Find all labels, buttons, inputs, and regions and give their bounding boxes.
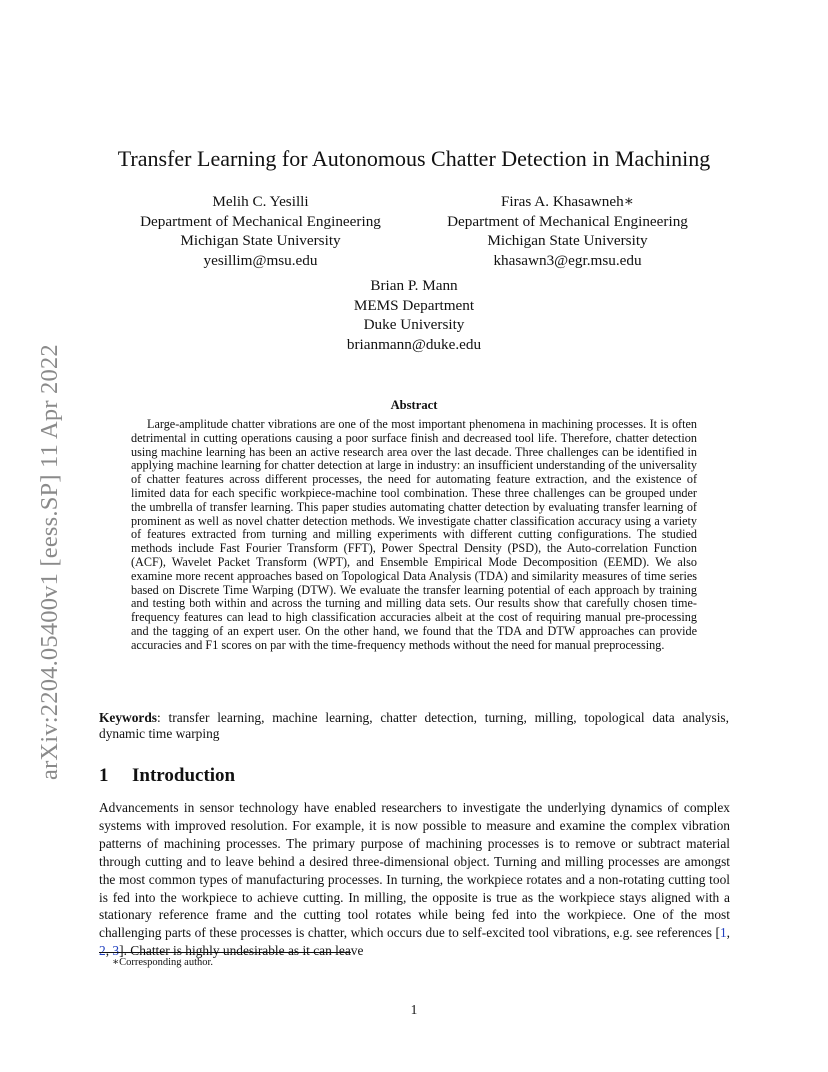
author-university: Michigan State University [487,232,648,249]
author-block-3 [270,276,558,354]
arxiv-stamp [14,260,63,780]
author-department: Department of Mechanical Engineering [140,212,381,230]
author-email: brianmann@duke.edu [346,335,482,353]
paper-title: Transfer Learning for Autonomous Chatter Detection in Machining [117,146,711,171]
page-number: 1 [410,1002,418,1017]
author-name: Brian P. Mann [370,277,458,294]
abstract-heading: Abstract [390,398,438,412]
citation-link[interactable]: 2 [99,943,106,959]
section-number: 1 [99,765,109,786]
author-name: Firas A. Khasawneh∗ [500,193,635,210]
intro-paragraph [99,799,730,960]
abstract-text: Large-amplitude chatter vibrations are one of the most important phenomena in machining processes. It is often detrimental in cutting operations causing a poor surface finish and decreased tool life. Therefore, chatter detection using machine learning has been an active research area over the last decade. Three challenges can be identified in applying machine learning for chatter detection at large in industry: an insufficient understanding of the universality of chatter features across different processes, the need for automating feature extraction, and the existence of limited data for each specific workpiece-machine tool combination. These three challenges can be grouped under the umbrella of transfer learning. This paper studies automating chatter detection by evaluating transfer learning of prominent as well as novel chatter detection methods. We investigate chatter classification accuracy using a variety of features extracted from turning and milling experiments with different cutting configurations. The studied methods include Fast Fourier Transform (FFT), Power Spectral Density (PSD), the Auto-correlation Function (ACF), Wavelet Packet Transform (WPT), and Ensemble Empirical Mode Decomposition (EEMD). We also examine more recent approaches based on Topological Data Analysis (TDA) and similarity measures of time series based on Discrete Time Warping (DTW). We evaluate the transfer learning potential of each approach by training and testing both within and across the turning and milling data sets. Our results show that carefully chosen time-frequency features can lead to high classification accuracies albeit at the cost of requiring manual pre-processing and the tagging of an expert user. On the other hand, we found that the TDA and DTW approaches can provide accuracies and F1 scores on par with the time-frequency methods without the need for manual preprocessing. [131,417,697,652]
intro-text: Advancements in sensor technology have enabled researchers to investigate the underlying dynamics of complex systems with improved resolution. For example, it is now possible to measure and examine the complex vibration patterns of machining processes. The primary purpose of machining processes is to remove or subtract material through cutting and to leave behind a desired three-dimensional object. Turning and milling processes are amongst the most common types of manufacturing processes. In turning, the workpiece rotates and a non-rotating cutting tool is fed into the workpiece to achieve cutting. In milling, the opposite is true as the workpiece stays aligned with a stationary reference frame and the cutting tool rotates while being fed into the workpiece. One of the most challenging parts of these processes is chatter, which occurs due to self-excited tool vibrations, e.g. see references [ [99,800,730,941]
author-university: Duke University [363,316,465,333]
section-title: Introduction [132,765,236,786]
author-department: MEMS Department [353,296,475,314]
keywords [99,710,729,742]
author-name: Melih C. Yesilli [212,193,309,210]
author-department: Department of Mechanical Engineering [447,212,688,230]
author-block-1 [118,192,403,270]
footnote: ∗Corresponding author. [112,957,214,968]
citation-link[interactable]: 3 [112,943,120,959]
keywords-label: Keywords [99,710,158,725]
intro-text-continued: ]. Chatter is highly undesirable as it can leave [119,943,364,959]
citation-separator: , [726,925,730,941]
arxiv-stamp-text: arXiv:2204.05400v1 [eess.SP] 11 Apr 2022 [36,344,63,780]
author-email: khasawn3@egr.msu.edu [493,251,642,269]
keywords-list: : transfer learning, machine learning, chatter detection, turning, milling, topological data analysis, dynamic time warping [99,710,729,741]
footnote-rule [99,952,351,953]
author-university: Michigan State University [180,232,341,249]
author-email: yesillim@msu.edu [203,251,318,269]
citation-link[interactable]: 1 [719,925,727,941]
citation-separator: , [105,943,113,959]
author-block-2 [425,192,710,270]
section-heading [99,765,235,787]
